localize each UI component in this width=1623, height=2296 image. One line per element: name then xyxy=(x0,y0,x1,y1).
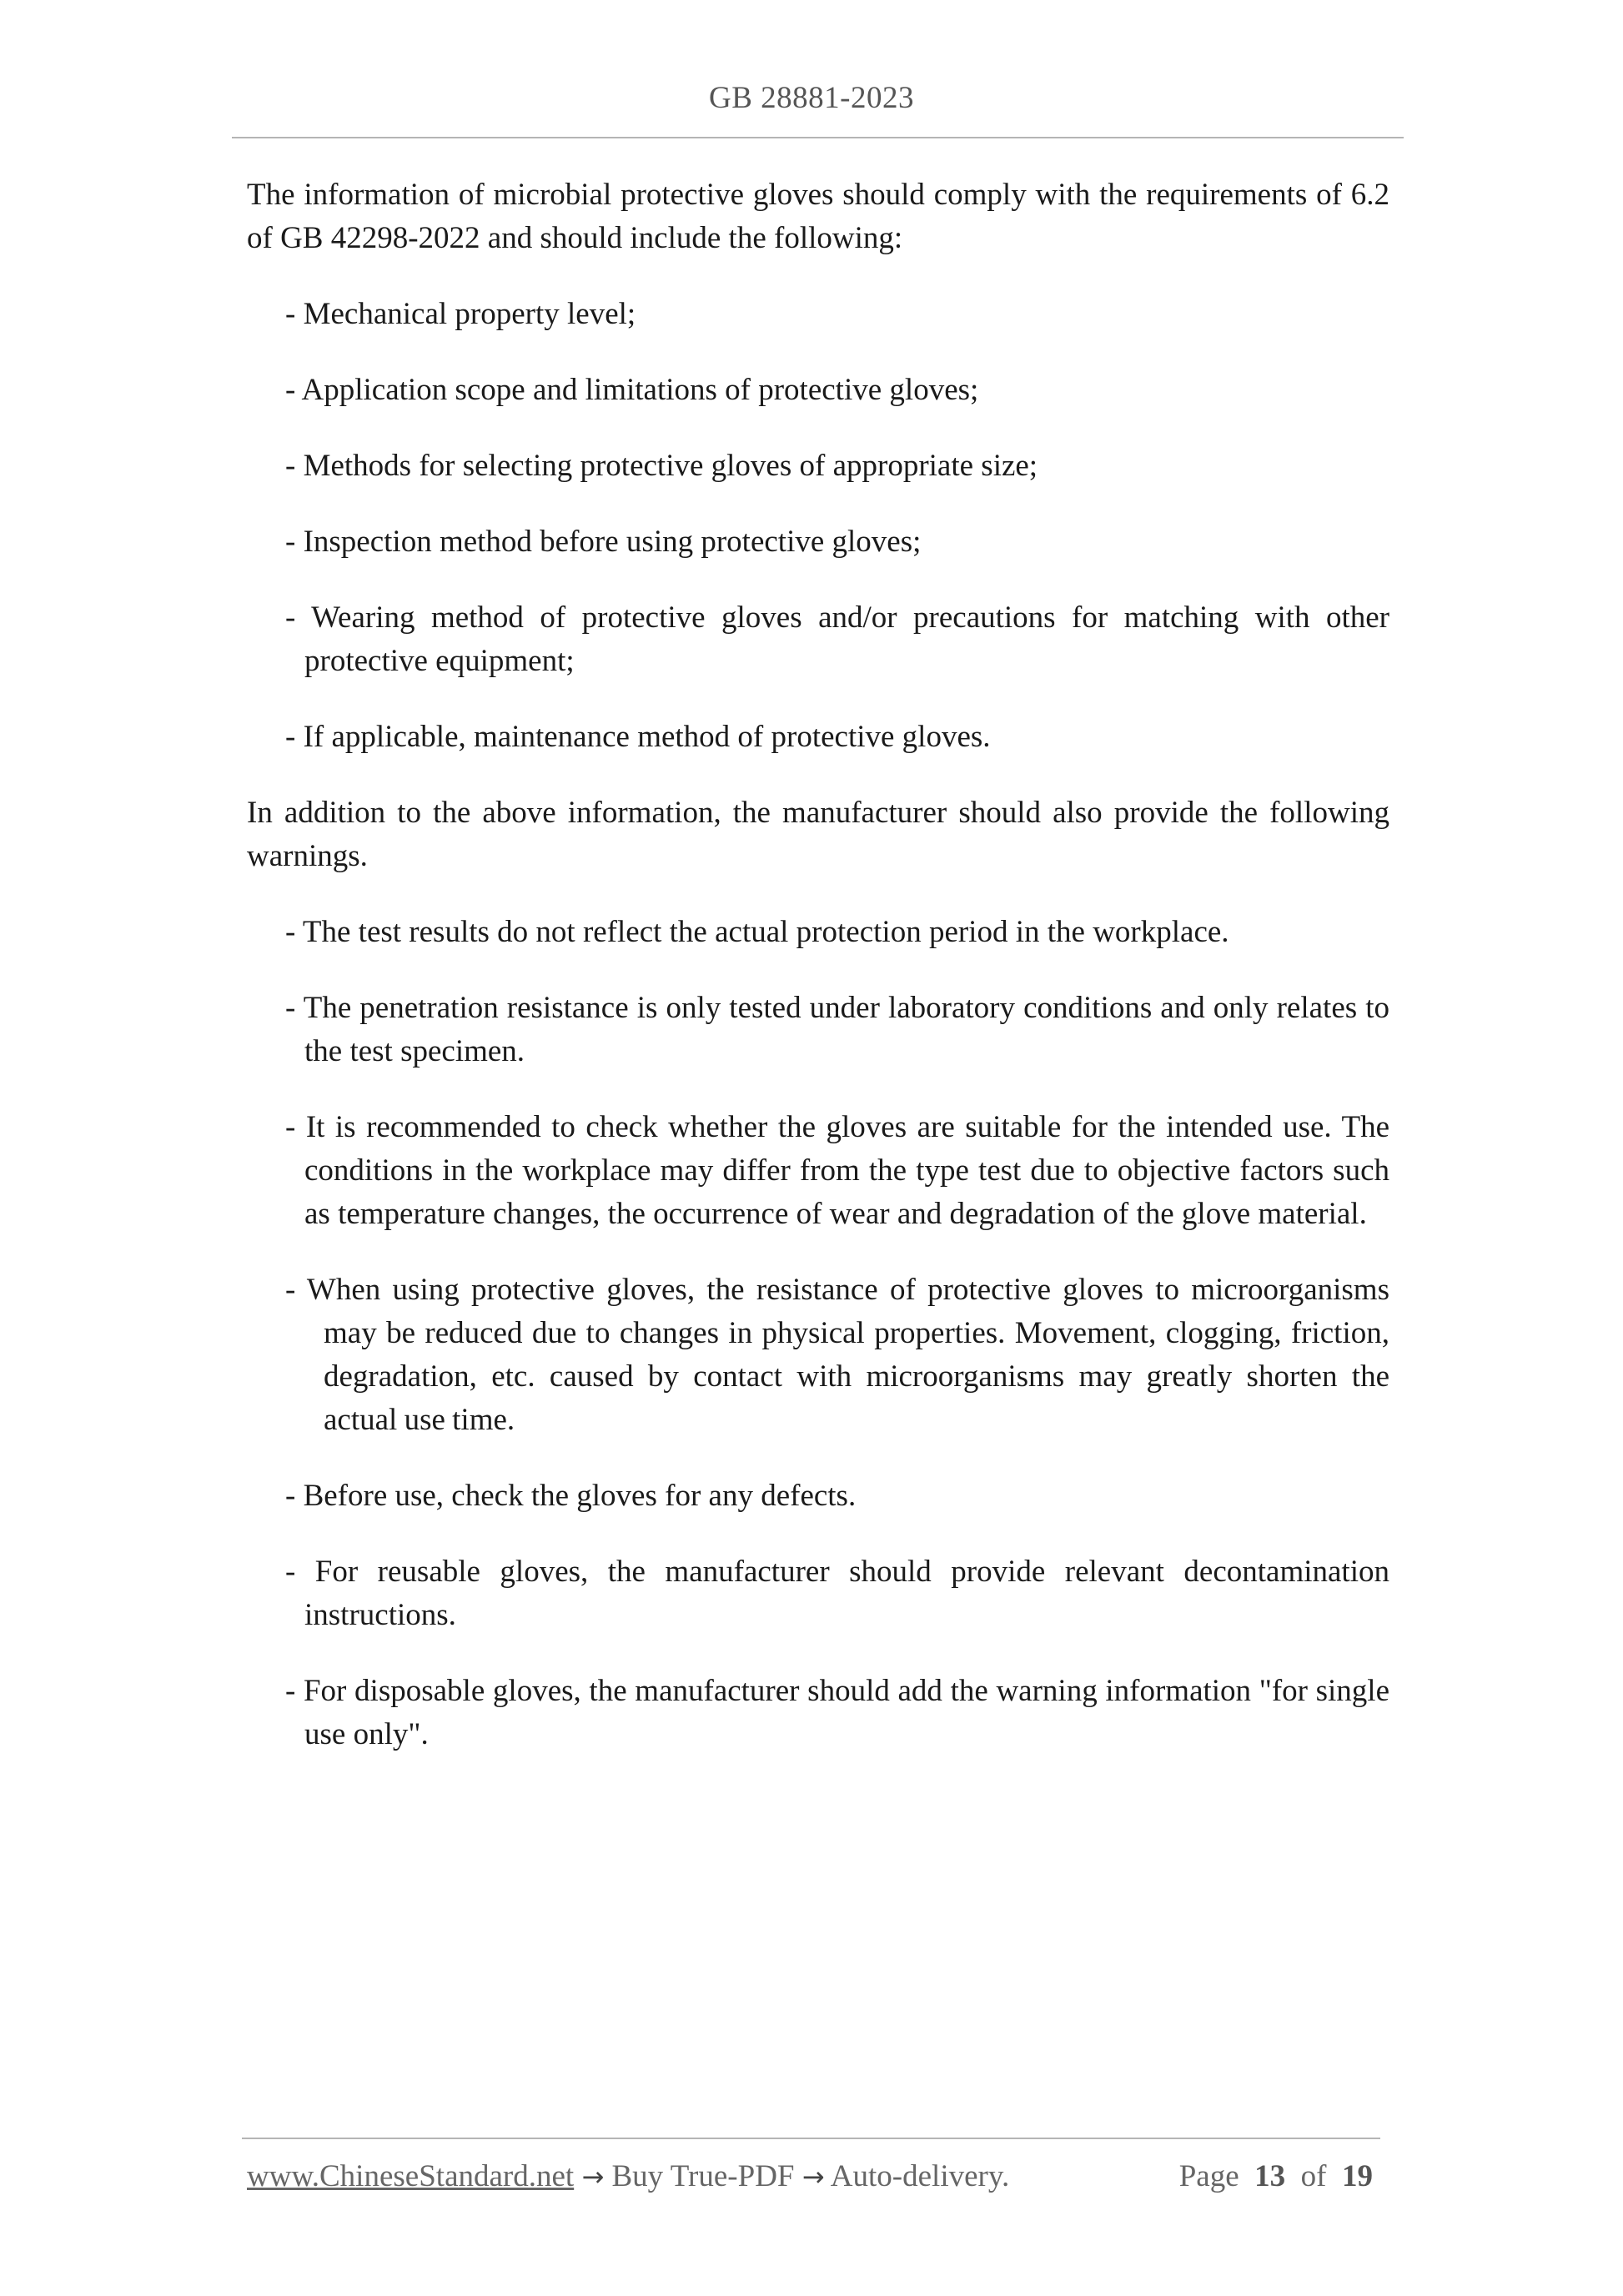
info-item-size-selection: - Methods for selecting protective gloves of appropriate size; xyxy=(285,449,1038,483)
buy-pdf-text: Buy True-PDF xyxy=(611,2159,795,2193)
info-item-wearing-method: - Wearing method of protective gloves and/or precautions for matching with other protective equipment; xyxy=(285,600,1389,678)
footer-divider xyxy=(242,2138,1380,2139)
warnings-intro-paragraph: In addition to the above information, the manufacturer should also provide the following warnings. xyxy=(247,796,1389,873)
page-indicator xyxy=(1179,2158,1373,2194)
warning-item-test-results: - The test results do not reflect the actual protection period in the workplace. xyxy=(285,915,1229,949)
info-list xyxy=(247,293,1389,759)
warning-item-penetration: - The penetration resistance is only tested under laboratory conditions and only relates to the test specimen. xyxy=(285,991,1389,1068)
page-current: 13 xyxy=(1254,2159,1286,2193)
website-link[interactable]: www.ChineseStandard.net xyxy=(247,2159,575,2193)
info-item-maintenance: - If applicable, maintenance method of protective gloves. xyxy=(285,720,991,754)
page-body xyxy=(247,173,1389,1789)
warning-item-defects: - Before use, check the gloves for any defects. xyxy=(285,1479,857,1513)
auto-delivery-text: Auto-delivery. xyxy=(830,2159,1010,2193)
document-header: GB 28881-2023 xyxy=(709,81,914,115)
warning-item-disposable: - For disposable gloves, the manufacturer should add the warning information "for single use only". xyxy=(285,1674,1389,1751)
page-label: Page xyxy=(1178,2159,1239,2193)
intro-paragraph: The information of microbial protective gloves should comply with the requirements of 6.2 of GB 42298-2022 and should include the following: xyxy=(247,178,1389,255)
info-item-application-scope: - Application scope and limitations of protective gloves; xyxy=(285,373,979,407)
warning-item-reusable: - For reusable gloves, the manufacturer should provide relevant decontamination instructions. xyxy=(285,1555,1389,1632)
warning-item-resistance: - When using protective gloves, the resistance of protective gloves to microorganisms may be reduced due to changes in physical properties. Movement, clogging, friction, degradation, etc. caused by contact with microorganisms may greatly shorten the actual use time. xyxy=(285,1273,1389,1437)
info-item-mechanical-level: - Mechanical property level; xyxy=(285,297,636,331)
warning-item-suitability: - It is recommended to check whether the gloves are suitable for the intended use. The conditions in the workplace may differ from the type test due to objective factors such as temperature changes, the occurrence of wear and degradation of the glove material. xyxy=(285,1110,1389,1231)
warning-list xyxy=(247,911,1389,1756)
page-footer xyxy=(247,2158,1381,2200)
header-divider xyxy=(232,137,1404,138)
page-of-label: of xyxy=(1300,2159,1327,2193)
info-item-inspection-method: - Inspection method before using protective gloves; xyxy=(285,525,922,559)
page-total: 19 xyxy=(1342,2159,1373,2193)
arrow-right-icon: → xyxy=(801,2161,825,2193)
footer-promo xyxy=(247,2158,1009,2194)
arrow-right-icon: → xyxy=(581,2161,605,2193)
